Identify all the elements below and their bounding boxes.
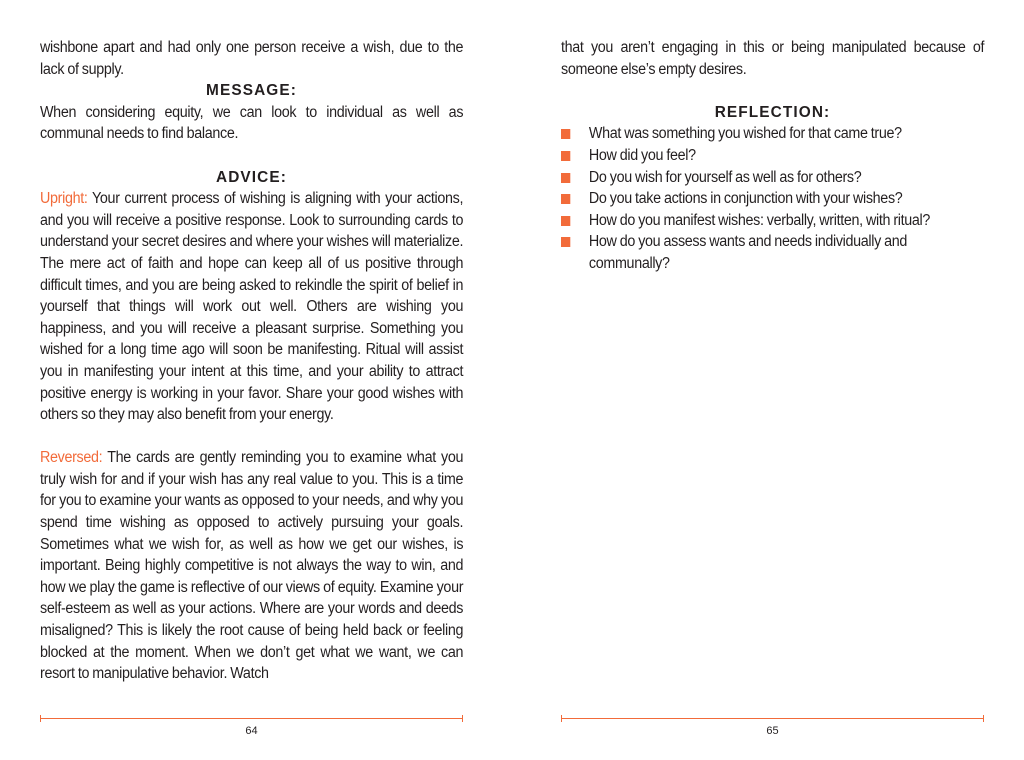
bullet-square-icon (561, 237, 570, 247)
upright-paragraph (40, 188, 463, 426)
reflection-item (561, 145, 984, 167)
reflection-item (561, 123, 984, 145)
opening-text: that you aren’t engaging in this or being manipulated because of someone else’s empty desires. (561, 39, 985, 78)
reflection-list-wrapper (561, 123, 984, 274)
reflection-heading: REFLECTION: (714, 103, 831, 121)
advice-heading: ADVICE: (216, 168, 287, 186)
opening-paragraph (561, 37, 984, 80)
message-heading: MESSAGE: (206, 82, 297, 100)
reflection-item (561, 231, 931, 274)
reflection-question: What was something you wished for that came true? (588, 125, 902, 143)
reflection-item (561, 167, 984, 189)
bullet-square-icon (561, 151, 570, 161)
reflection-item (561, 210, 984, 232)
reflection-question: Do you take actions in conjunction with your wishes? (588, 190, 903, 208)
bullet-square-icon (561, 129, 570, 139)
reflection-question: How do you assess wants and needs individually and communally? (588, 233, 908, 272)
spacer (561, 80, 1016, 102)
bullet-square-icon (561, 173, 570, 183)
page-number: 64 (245, 725, 258, 737)
reflection-question: Do you wish for yourself as well as for others? (588, 168, 862, 186)
opening-text: wishbone apart and had only one person receive a wish, due to the lack of supply. (40, 39, 464, 78)
left-page (40, 0, 463, 760)
reversed-text-block (40, 447, 463, 685)
message-paragraph (40, 102, 463, 145)
right-page (561, 0, 984, 760)
footer-rule (40, 718, 463, 719)
bullet-square-icon (561, 216, 570, 226)
spacer (40, 426, 495, 448)
page-number: 65 (766, 725, 779, 737)
upright-label: Upright: (40, 190, 88, 208)
reflection-item (561, 188, 984, 210)
upright-text: Your current process of wishing is aligning with your actions, and you will receive a positive response. Look to surrounding cards to understand your secret desires and where your wishes will materialize. The mere act of faith and hope can keep all of us positive through difficult times, and you are being asked to rekindle the spirit of belief in yourself that things will work out well. Others are wishing you happiness, and you will receive a pleasant surprise. Something you wished for a long time ago will soon be manifesting. Ritual will assist you in manifesting your intent at this time, and your ability to attract positive energy is working in your favor. Share your good wishes with others so they may also benefit from your energy. (40, 190, 464, 424)
message-text: When considering equity, we can look to individual as well as communal needs to find balance. (40, 103, 464, 143)
reversed-text: The cards are gently reminding you to examine what you truly wish for and if your wish has any real value to you. This is a time for you to examine your wants as opposed to your needs, and why you spend time wishing as opposed to actively pursuing your goals. Sometimes what we wish for, as well as how we get our wishes, is important. Being highly competitive is not always the way to win, and how we play the game is reflective of our views of equity. Examine your self-esteem as well as your actions. Where are your words and deeds misaligned? This is likely the root cause of being held back or feeling blocked at the moment. When we don’t get what we want, we can resort to manipulative behavior. Watch (40, 449, 464, 683)
spacer (40, 145, 495, 167)
upright-text-block (40, 188, 463, 426)
footer-rule (561, 718, 984, 719)
reversed-label: Reversed: (40, 449, 103, 467)
reflection-question: How did you feel? (588, 146, 696, 164)
reflection-list (561, 123, 984, 274)
reflection-question: How do you manifest wishes: verbally, written, with ritual? (588, 211, 931, 229)
left-page-content (40, 37, 495, 685)
opening-paragraph (40, 37, 463, 80)
reversed-paragraph (40, 447, 463, 685)
right-page-content (561, 37, 1016, 275)
bullet-square-icon (561, 194, 570, 204)
